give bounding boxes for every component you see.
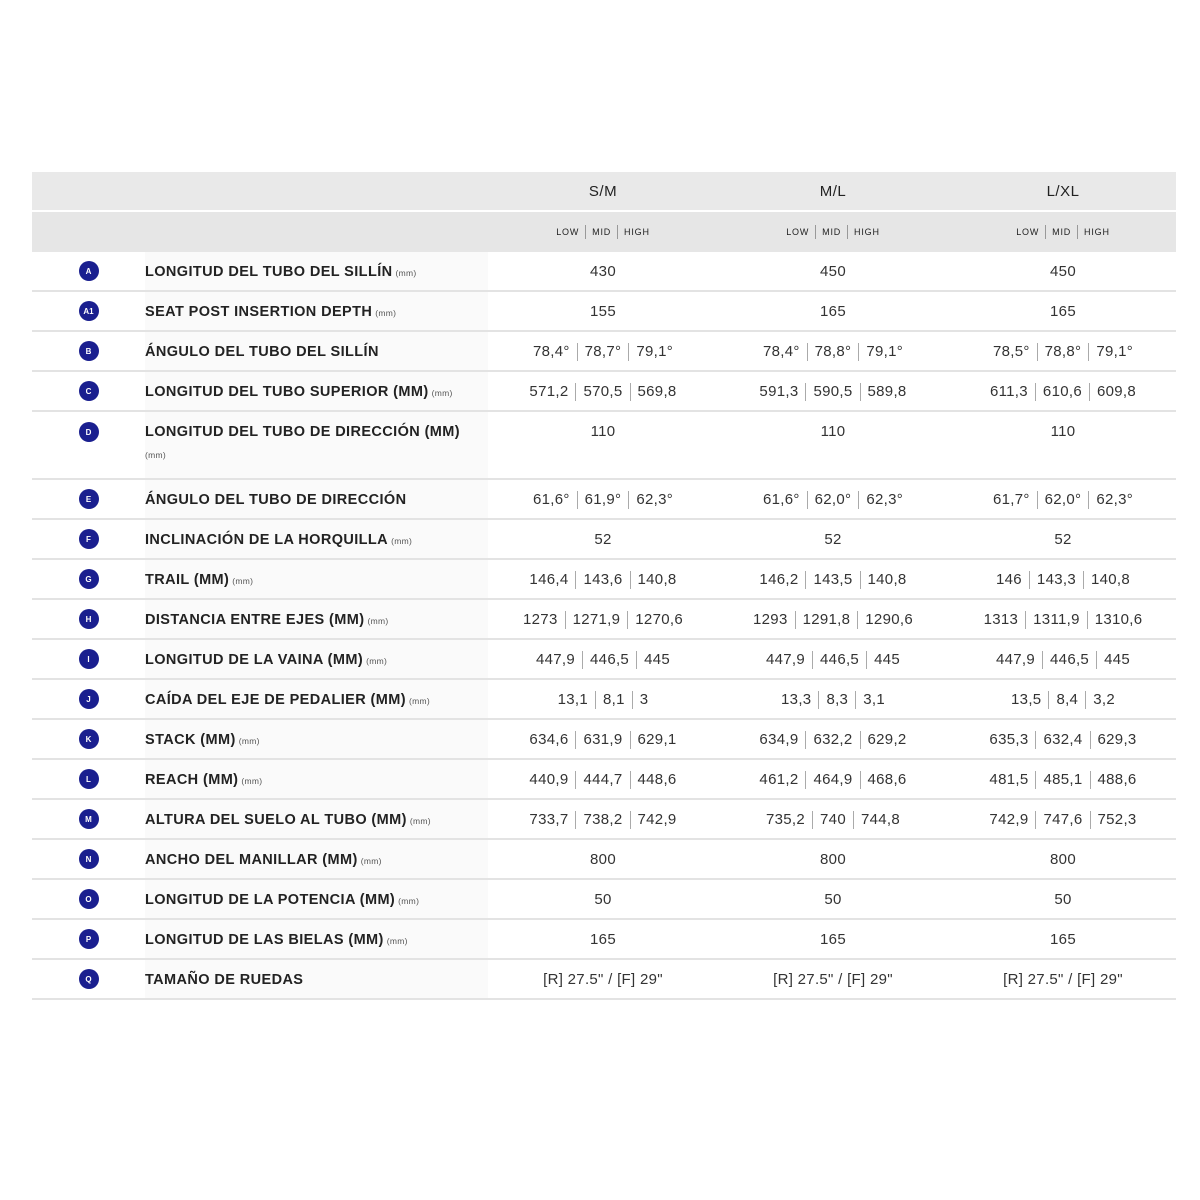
value: 140,8 bbox=[630, 571, 684, 589]
value: 61,6° bbox=[532, 491, 570, 508]
value: 570,5 bbox=[575, 383, 629, 401]
measure-label-text: CAÍDA DEL EJE DE PEDALIER (MM) bbox=[145, 692, 406, 708]
measure-badge: P bbox=[79, 929, 99, 949]
size-value-cell bbox=[718, 880, 948, 918]
value: 110 bbox=[590, 423, 616, 440]
size-value-cell bbox=[488, 920, 718, 958]
value: 446,5 bbox=[1042, 651, 1096, 669]
value: 78,7° bbox=[577, 343, 629, 361]
measure-label-text: ÁNGULO DEL TUBO DEL SILLÍN bbox=[145, 344, 379, 360]
value: 50 bbox=[1054, 891, 1072, 908]
value: 461,2 bbox=[759, 771, 799, 788]
value: 446,5 bbox=[812, 651, 866, 669]
value: 740 bbox=[812, 811, 853, 829]
size-value-cell bbox=[948, 680, 1178, 718]
measure-label-text: ALTURA DEL SUELO AL TUBO (MM) bbox=[145, 812, 407, 828]
size-value-cell bbox=[488, 680, 718, 718]
value: 450 bbox=[820, 263, 846, 280]
size-value-cell bbox=[948, 292, 1178, 330]
value: 110 bbox=[1050, 423, 1076, 440]
size-value-cell bbox=[948, 920, 1178, 958]
value: 610,6 bbox=[1035, 383, 1089, 401]
value: 79,1° bbox=[1088, 343, 1140, 361]
geometry-table bbox=[32, 172, 1176, 1000]
table-row bbox=[32, 600, 1176, 640]
position-subheader bbox=[488, 225, 718, 239]
value: 165 bbox=[1050, 303, 1076, 320]
value: 1313 bbox=[983, 611, 1019, 628]
size-value-cell bbox=[948, 960, 1178, 998]
value: 800 bbox=[590, 851, 616, 868]
measure-label-text: DISTANCIA ENTRE EJES (MM) bbox=[145, 612, 365, 628]
value: 62,3° bbox=[858, 491, 910, 509]
measure-label bbox=[145, 680, 488, 718]
measure-label-text: LONGITUD DE LA VAINA (MM) bbox=[145, 652, 364, 668]
value: 52 bbox=[594, 531, 612, 548]
measure-badge: M bbox=[79, 809, 99, 829]
value: 143,5 bbox=[805, 571, 859, 589]
value: 1291,8 bbox=[795, 611, 858, 629]
value: 1271,9 bbox=[565, 611, 628, 629]
size-value-cell bbox=[488, 880, 718, 918]
size-value-cell bbox=[948, 720, 1178, 758]
size-header: L/XL bbox=[1046, 182, 1080, 200]
size-value-cell bbox=[948, 412, 1178, 478]
size-value-cell bbox=[488, 960, 718, 998]
measure-label-text: LONGITUD DEL TUBO DEL SILLÍN bbox=[145, 264, 393, 280]
value: 13,3 bbox=[781, 691, 812, 708]
size-value-cell bbox=[488, 520, 718, 558]
measure-label bbox=[145, 880, 488, 918]
measure-label bbox=[145, 412, 488, 478]
size-value-cell bbox=[718, 840, 948, 878]
value: 140,8 bbox=[860, 571, 914, 589]
measure-badge: A bbox=[79, 261, 99, 281]
value: 3,2 bbox=[1085, 691, 1122, 709]
value: 632,2 bbox=[805, 731, 859, 749]
value: 611,3 bbox=[989, 383, 1028, 400]
value: 61,9° bbox=[577, 491, 629, 509]
table-row bbox=[32, 800, 1176, 840]
size-value-cell bbox=[718, 760, 948, 798]
measure-label-text: STACK (MM) bbox=[145, 732, 236, 748]
size-value-cell bbox=[488, 600, 718, 638]
size-value-cell bbox=[718, 332, 948, 370]
unit-label: (mm) bbox=[391, 536, 413, 546]
value: 1293 bbox=[753, 611, 788, 628]
table-row bbox=[32, 412, 1176, 480]
position-label: LOW bbox=[786, 227, 810, 237]
value: [R] 27.5" / [F] 29" bbox=[1003, 971, 1123, 988]
measure-label bbox=[145, 960, 488, 998]
value: 1290,6 bbox=[857, 611, 920, 629]
value: 1270,6 bbox=[627, 611, 690, 629]
value: 445 bbox=[866, 651, 907, 669]
value: 738,2 bbox=[575, 811, 629, 829]
size-value-cell bbox=[488, 800, 718, 838]
value: 744,8 bbox=[853, 811, 907, 829]
unit-label: (mm) bbox=[232, 576, 254, 586]
value: 165 bbox=[820, 931, 846, 948]
size-value-cell bbox=[488, 372, 718, 410]
measure-label-text: ANCHO DEL MANILLAR (MM) bbox=[145, 852, 358, 868]
measure-label bbox=[145, 920, 488, 958]
measure-badge: N bbox=[79, 849, 99, 869]
value: [R] 27.5" / [F] 29" bbox=[773, 971, 893, 988]
table-body bbox=[32, 252, 1176, 1000]
value: 52 bbox=[824, 531, 842, 548]
value: 78,8° bbox=[807, 343, 859, 361]
size-value-cell bbox=[948, 252, 1178, 290]
value: 800 bbox=[1050, 851, 1076, 868]
unit-label: (mm) bbox=[409, 816, 431, 826]
position-label: MID bbox=[1045, 225, 1077, 239]
measure-badge: Q bbox=[79, 969, 99, 989]
unit-label: (mm) bbox=[238, 736, 260, 746]
value: 78,4° bbox=[532, 343, 570, 360]
value: 165 bbox=[820, 303, 846, 320]
measure-badge: L bbox=[79, 769, 99, 789]
size-value-cell bbox=[718, 920, 948, 958]
measure-label-text: LONGITUD DE LA POTENCIA (MM) bbox=[145, 892, 396, 908]
value: 50 bbox=[594, 891, 612, 908]
size-value-cell bbox=[488, 760, 718, 798]
position-label: LOW bbox=[1016, 227, 1040, 237]
size-value-cell bbox=[718, 600, 948, 638]
value: 440,9 bbox=[529, 771, 569, 788]
size-value-cell bbox=[948, 520, 1178, 558]
measure-label-text: SEAT POST INSERTION DEPTH bbox=[145, 304, 373, 320]
measure-badge: K bbox=[79, 729, 99, 749]
value: 629,3 bbox=[1090, 731, 1144, 749]
value: 444,7 bbox=[575, 771, 629, 789]
value: 50 bbox=[824, 891, 842, 908]
measure-label bbox=[145, 520, 488, 558]
measure-label-text: ÁNGULO DEL TUBO DE DIRECCIÓN bbox=[145, 492, 407, 508]
size-value-cell bbox=[948, 760, 1178, 798]
value: 635,3 bbox=[989, 731, 1029, 748]
table-row bbox=[32, 332, 1176, 372]
measure-label bbox=[145, 760, 488, 798]
size-value-cell bbox=[488, 560, 718, 598]
size-value-cell bbox=[488, 640, 718, 678]
table-row bbox=[32, 920, 1176, 960]
size-value-cell bbox=[718, 252, 948, 290]
measure-label-text: LONGITUD DEL TUBO DE DIRECCIÓN (MM) bbox=[145, 424, 460, 440]
measure-badge: B bbox=[79, 341, 99, 361]
value: 632,4 bbox=[1035, 731, 1089, 749]
value: 742,9 bbox=[989, 811, 1029, 828]
value: 481,5 bbox=[989, 771, 1029, 788]
measure-label bbox=[145, 480, 488, 518]
measure-badge: J bbox=[79, 689, 99, 709]
value: 488,6 bbox=[1090, 771, 1144, 789]
size-value-cell bbox=[948, 560, 1178, 598]
table-row bbox=[32, 960, 1176, 1000]
table-row bbox=[32, 560, 1176, 600]
value: 571,2 bbox=[529, 383, 569, 400]
value: 464,9 bbox=[805, 771, 859, 789]
value: 13,1 bbox=[557, 691, 588, 708]
value: 3,1 bbox=[855, 691, 892, 709]
value: 146,4 bbox=[529, 571, 569, 588]
size-value-cell bbox=[488, 720, 718, 758]
value: 13,5 bbox=[1011, 691, 1042, 708]
value: 3 bbox=[632, 691, 656, 709]
size-value-cell bbox=[718, 520, 948, 558]
measure-label bbox=[145, 252, 488, 290]
value: 569,8 bbox=[630, 383, 684, 401]
unit-label: (mm) bbox=[395, 268, 417, 278]
value: 446,5 bbox=[582, 651, 636, 669]
measure-label-text: TAMAÑO DE RUEDAS bbox=[145, 972, 304, 988]
value: 78,5° bbox=[992, 343, 1030, 360]
size-value-cell bbox=[948, 880, 1178, 918]
size-value-cell bbox=[718, 680, 948, 718]
size-value-cell bbox=[718, 960, 948, 998]
value: 62,3° bbox=[1088, 491, 1140, 509]
measure-badge: G bbox=[79, 569, 99, 589]
size-value-cell bbox=[948, 640, 1178, 678]
unit-label: (mm) bbox=[375, 308, 397, 318]
position-label: MID bbox=[585, 225, 617, 239]
value: 110 bbox=[820, 423, 846, 440]
value: 742,9 bbox=[630, 811, 684, 829]
table-row bbox=[32, 720, 1176, 760]
value: 629,1 bbox=[630, 731, 684, 749]
value: 165 bbox=[590, 931, 616, 948]
value: 143,6 bbox=[575, 571, 629, 589]
value: 447,9 bbox=[765, 651, 806, 668]
position-label: HIGH bbox=[617, 225, 656, 239]
value: 468,6 bbox=[860, 771, 914, 789]
value: 629,2 bbox=[860, 731, 914, 749]
position-label: MID bbox=[815, 225, 847, 239]
measure-label-text: TRAIL (MM) bbox=[145, 572, 230, 588]
value: 447,9 bbox=[995, 651, 1036, 668]
measure-label bbox=[145, 840, 488, 878]
unit-label: (mm) bbox=[360, 856, 382, 866]
position-label: LOW bbox=[556, 227, 580, 237]
size-value-cell bbox=[488, 480, 718, 518]
unit-label: (mm) bbox=[366, 656, 388, 666]
table-row bbox=[32, 292, 1176, 332]
size-value-cell bbox=[948, 332, 1178, 370]
measure-badge: I bbox=[79, 649, 99, 669]
value: 8,4 bbox=[1048, 691, 1085, 709]
value: 79,1° bbox=[628, 343, 680, 361]
position-label: HIGH bbox=[847, 225, 886, 239]
table-row bbox=[32, 680, 1176, 720]
measure-badge: O bbox=[79, 889, 99, 909]
measure-label bbox=[145, 560, 488, 598]
value: 448,6 bbox=[630, 771, 684, 789]
position-subheader bbox=[948, 225, 1178, 239]
value: 735,2 bbox=[765, 811, 806, 828]
measure-label-text: LONGITUD DE LAS BIELAS (MM) bbox=[145, 932, 384, 948]
value: 146 bbox=[995, 571, 1022, 588]
position-subheader bbox=[718, 225, 948, 239]
measure-badge: E bbox=[79, 489, 99, 509]
value: 485,1 bbox=[1035, 771, 1089, 789]
size-value-cell bbox=[718, 412, 948, 478]
value: 634,9 bbox=[759, 731, 799, 748]
table-row bbox=[32, 640, 1176, 680]
measure-label-text: INCLINACIÓN DE LA HORQUILLA bbox=[145, 532, 389, 548]
value: 631,9 bbox=[575, 731, 629, 749]
table-row bbox=[32, 252, 1176, 292]
unit-label: (mm) bbox=[408, 696, 430, 706]
measure-label-text: REACH (MM) bbox=[145, 772, 239, 788]
measure-label bbox=[145, 292, 488, 330]
value: 1273 bbox=[523, 611, 558, 628]
size-header-row bbox=[32, 172, 1176, 212]
size-value-cell bbox=[488, 412, 718, 478]
value: 62,0° bbox=[807, 491, 859, 509]
value: 61,6° bbox=[762, 491, 800, 508]
size-value-cell bbox=[718, 480, 948, 518]
unit-label: (mm) bbox=[367, 616, 389, 626]
measure-label-text: LONGITUD DEL TUBO SUPERIOR (MM) bbox=[145, 384, 429, 400]
value: 589,8 bbox=[860, 383, 914, 401]
size-value-cell bbox=[718, 292, 948, 330]
value: 8,3 bbox=[818, 691, 855, 709]
value: 445 bbox=[1096, 651, 1137, 669]
size-header: S/M bbox=[588, 182, 618, 200]
size-value-cell bbox=[488, 292, 718, 330]
size-header: M/L bbox=[819, 182, 847, 200]
size-value-cell bbox=[718, 720, 948, 758]
measure-badge: H bbox=[79, 609, 99, 629]
measure-badge: F bbox=[79, 529, 99, 549]
measure-label bbox=[145, 800, 488, 838]
value: 634,6 bbox=[529, 731, 569, 748]
size-value-cell bbox=[948, 372, 1178, 410]
measure-badge: A1 bbox=[79, 301, 99, 321]
value: 78,4° bbox=[762, 343, 800, 360]
value: 591,3 bbox=[759, 383, 799, 400]
value: 61,7° bbox=[992, 491, 1030, 508]
value: 78,8° bbox=[1037, 343, 1089, 361]
measure-badge: D bbox=[79, 422, 99, 442]
measure-badge: C bbox=[79, 381, 99, 401]
value: 800 bbox=[820, 851, 846, 868]
size-value-cell bbox=[718, 560, 948, 598]
table-row bbox=[32, 880, 1176, 920]
measure-label bbox=[145, 372, 488, 410]
value: 445 bbox=[636, 651, 677, 669]
value: 447,9 bbox=[535, 651, 576, 668]
value: 747,6 bbox=[1035, 811, 1089, 829]
size-value-cell bbox=[718, 372, 948, 410]
position-label: HIGH bbox=[1077, 225, 1116, 239]
size-value-cell bbox=[488, 840, 718, 878]
size-value-cell bbox=[718, 800, 948, 838]
value: 609,8 bbox=[1089, 383, 1143, 401]
value: 430 bbox=[590, 263, 616, 280]
unit-label: (mm) bbox=[241, 776, 263, 786]
value: 62,3° bbox=[628, 491, 680, 509]
value: 79,1° bbox=[858, 343, 910, 361]
value: 8,1 bbox=[595, 691, 632, 709]
unit-label: (mm) bbox=[398, 896, 420, 906]
measure-label bbox=[145, 332, 488, 370]
unit-label: (mm) bbox=[431, 388, 453, 398]
table-row bbox=[32, 372, 1176, 412]
size-value-cell bbox=[488, 332, 718, 370]
value: 140,8 bbox=[1083, 571, 1137, 589]
unit-label: (mm) bbox=[386, 936, 408, 946]
measure-label bbox=[145, 600, 488, 638]
value: 165 bbox=[1050, 931, 1076, 948]
size-value-cell bbox=[948, 840, 1178, 878]
size-value-cell bbox=[488, 252, 718, 290]
value: 590,5 bbox=[805, 383, 859, 401]
table-row bbox=[32, 480, 1176, 520]
position-header-row bbox=[32, 212, 1176, 252]
value: 143,3 bbox=[1029, 571, 1083, 589]
table-row bbox=[32, 520, 1176, 560]
value: 52 bbox=[1054, 531, 1072, 548]
value: 1310,6 bbox=[1087, 611, 1150, 629]
unit-label: (mm) bbox=[145, 450, 167, 460]
size-value-cell bbox=[948, 480, 1178, 518]
value: 155 bbox=[590, 303, 616, 320]
measure-label bbox=[145, 720, 488, 758]
value: 733,7 bbox=[529, 811, 569, 828]
table-row bbox=[32, 840, 1176, 880]
size-value-cell bbox=[948, 600, 1178, 638]
value: [R] 27.5" / [F] 29" bbox=[543, 971, 663, 988]
value: 1311,9 bbox=[1025, 611, 1087, 629]
size-value-cell bbox=[718, 640, 948, 678]
value: 62,0° bbox=[1037, 491, 1089, 509]
value: 752,3 bbox=[1090, 811, 1144, 829]
table-row bbox=[32, 760, 1176, 800]
size-value-cell bbox=[948, 800, 1178, 838]
value: 146,2 bbox=[759, 571, 799, 588]
value: 450 bbox=[1050, 263, 1076, 280]
measure-label bbox=[145, 640, 488, 678]
